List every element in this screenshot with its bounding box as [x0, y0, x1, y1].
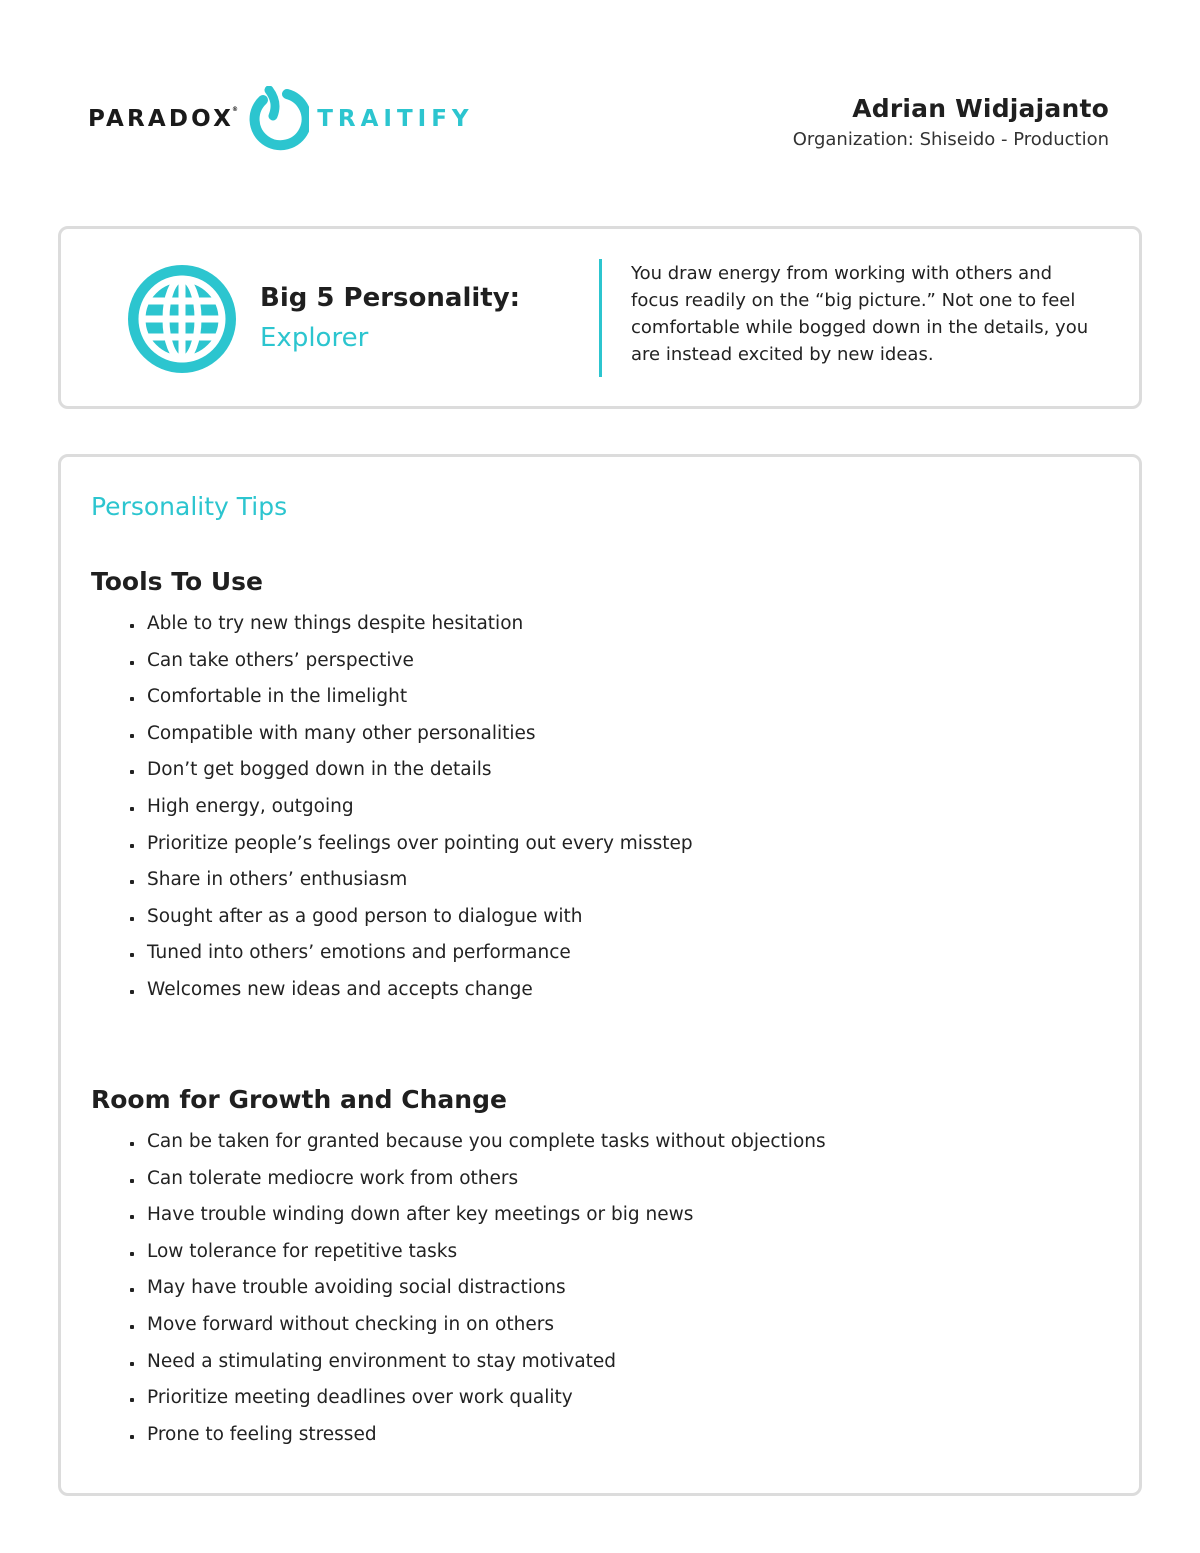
- personality-description: You draw energy from working with others and focus readily on the “big picture.” Not one to feel comfortable while bogged down in the details, you are instead excited by new ideas.: [631, 263, 1089, 365]
- globe-icon: [128, 265, 236, 373]
- list-item: Able to try new things despite hesitation: [129, 609, 693, 646]
- list-item: May have trouble avoiding social distractions: [129, 1273, 826, 1310]
- section-heading-growth: Room for Growth and Change: [91, 1085, 507, 1114]
- list-item: Compatible with many other personalities: [129, 719, 693, 756]
- list-item: Low tolerance for repetitive tasks: [129, 1237, 826, 1274]
- list-item: Welcomes new ideas and accepts change: [129, 975, 693, 1012]
- tips-title: Personality Tips: [91, 492, 288, 521]
- list-item: Tuned into others’ emotions and performance: [129, 938, 693, 975]
- vertical-divider: [599, 259, 602, 377]
- personality-label: Big 5 Personality:: [260, 283, 521, 313]
- list-item: Can be taken for granted because you complete tasks without objections: [129, 1127, 826, 1164]
- list-item: Can tolerate mediocre work from others: [129, 1164, 826, 1201]
- user-organization: Organization: Shiseido - Production: [792, 129, 1109, 150]
- section-heading-tools: Tools To Use: [91, 567, 263, 596]
- logo-traitify-text: TRAITIFY: [317, 106, 474, 132]
- user-name: Adrian Widjajanto: [852, 94, 1109, 123]
- personality-type: [260, 283, 520, 353]
- personality-tips-card: [58, 454, 1142, 1496]
- list-item: Don’t get bogged down in the details: [129, 755, 693, 792]
- list-item: Prioritize meeting deadlines over work quality: [129, 1383, 826, 1420]
- personality-card: [58, 226, 1142, 409]
- list-item: Prioritize people’s feelings over pointing out every misstep: [129, 829, 693, 866]
- list-item: Need a stimulating environment to stay motivated: [129, 1347, 826, 1384]
- list-item: Have trouble winding down after key meetings or big news: [129, 1200, 826, 1237]
- list-item: Share in others’ enthusiasm: [129, 865, 693, 902]
- list-item: Sought after as a good person to dialogue with: [129, 902, 693, 939]
- logo-paradox-text: PARADOX®: [88, 106, 242, 132]
- list-item: Move forward without checking in on others: [129, 1310, 826, 1347]
- user-info: [793, 94, 1109, 150]
- traitify-ring-icon: [247, 86, 309, 152]
- personality-type-name: Explorer: [260, 323, 369, 353]
- list-item: Prone to feeling stressed: [129, 1420, 826, 1457]
- paradox-traitify-logo: [88, 86, 474, 152]
- list-item: Comfortable in the limelight: [129, 682, 693, 719]
- list-item: Can take others’ perspective: [129, 646, 693, 683]
- list-item: High energy, outgoing: [129, 792, 693, 829]
- growth-list: [129, 1127, 826, 1456]
- tools-list: [129, 609, 693, 1012]
